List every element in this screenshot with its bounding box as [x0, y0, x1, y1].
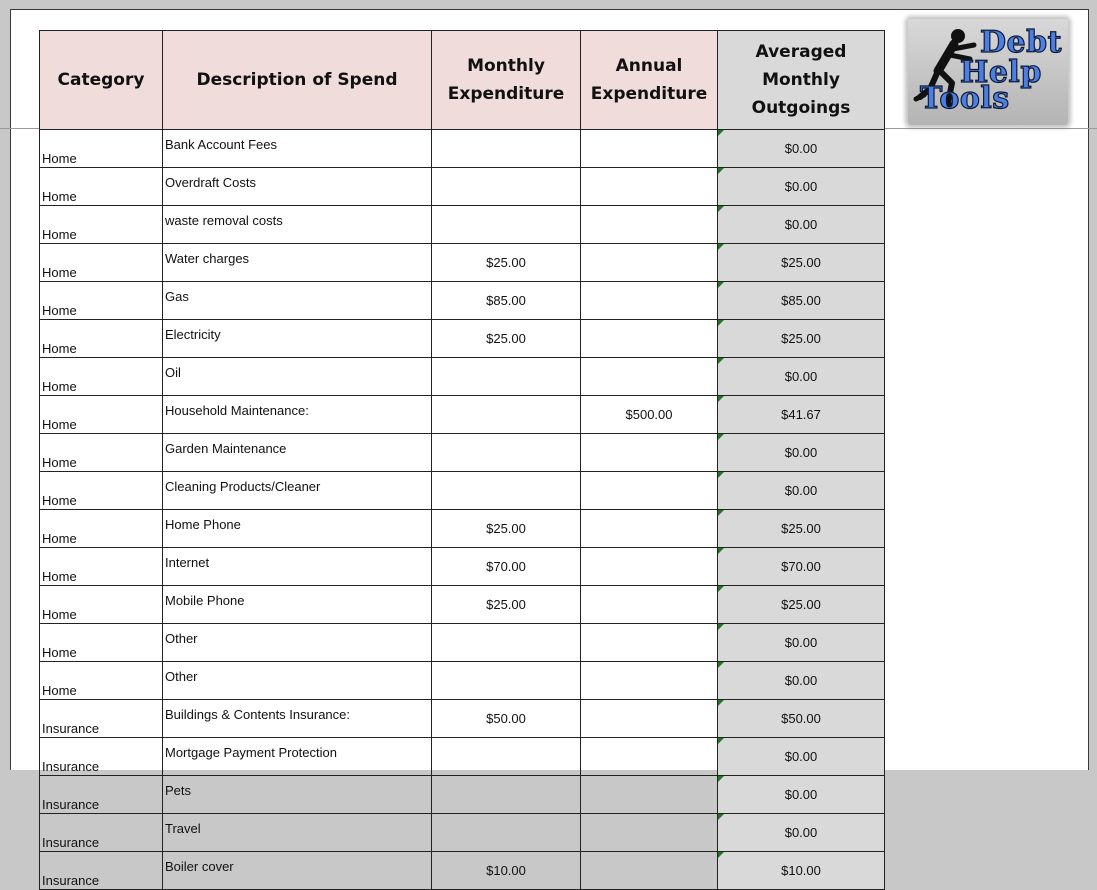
- category-cell[interactable]: Home: [40, 396, 163, 434]
- formula-marker-icon: [718, 282, 724, 288]
- formula-marker-icon: [718, 434, 724, 440]
- description-cell[interactable]: Pets: [163, 776, 432, 814]
- monthly-cell[interactable]: [432, 396, 581, 434]
- monthly-cell[interactable]: $10.00: [432, 852, 581, 890]
- description-cell[interactable]: Water charges: [163, 244, 432, 282]
- category-cell[interactable]: Insurance: [40, 814, 163, 852]
- averaged-value: $85.00: [781, 293, 821, 308]
- table-row: [40, 168, 885, 206]
- header-averaged[interactable]: Averaged Monthly Outgoings: [718, 31, 885, 130]
- table-row: [40, 472, 885, 510]
- formula-marker-icon: [718, 852, 724, 858]
- category-cell[interactable]: Insurance: [40, 852, 163, 890]
- averaged-cell[interactable]: [718, 472, 885, 510]
- averaged-cell[interactable]: [718, 282, 885, 320]
- category-cell[interactable]: Home: [40, 244, 163, 282]
- averaged-value: $70.00: [781, 559, 821, 574]
- monthly-cell[interactable]: [432, 662, 581, 700]
- formula-marker-icon: [718, 472, 724, 478]
- header-description[interactable]: Description of Spend: [163, 31, 432, 130]
- logo-word-help: Help: [960, 55, 1042, 90]
- formula-marker-icon: [718, 244, 724, 250]
- averaged-cell[interactable]: [718, 206, 885, 244]
- monthly-cell[interactable]: [432, 738, 581, 776]
- monthly-cell[interactable]: $25.00: [432, 510, 581, 548]
- monthly-cell[interactable]: $70.00: [432, 548, 581, 586]
- table-row: [40, 320, 885, 358]
- averaged-cell[interactable]: [718, 510, 885, 548]
- description-cell[interactable]: Household Maintenance:: [163, 396, 432, 434]
- averaged-value: $0.00: [784, 825, 818, 840]
- averaged-value: $0.00: [784, 749, 818, 764]
- description-cell[interactable]: Buildings & Contents Insurance:: [163, 700, 432, 738]
- averaged-cell[interactable]: [718, 814, 885, 852]
- table-row: [40, 586, 885, 624]
- table-row: [40, 358, 885, 396]
- description-cell[interactable]: Other: [163, 624, 432, 662]
- averaged-cell[interactable]: [718, 244, 885, 282]
- category-cell[interactable]: Home: [40, 206, 163, 244]
- averaged-cell[interactable]: [718, 738, 885, 776]
- category-cell[interactable]: Home: [40, 320, 163, 358]
- averaged-cell[interactable]: [718, 396, 885, 434]
- formula-marker-icon: [718, 624, 724, 630]
- averaged-value: $41.67: [781, 407, 821, 422]
- averaged-value: $0.00: [784, 369, 818, 384]
- description-cell[interactable]: Internet: [163, 548, 432, 586]
- annual-cell[interactable]: [581, 776, 718, 814]
- averaged-cell[interactable]: [718, 852, 885, 890]
- monthly-cell[interactable]: [432, 472, 581, 510]
- averaged-value: $0.00: [784, 217, 818, 232]
- monthly-cell[interactable]: [432, 168, 581, 206]
- monthly-cell[interactable]: [432, 776, 581, 814]
- table-row: [40, 510, 885, 548]
- formula-marker-icon: [718, 700, 724, 706]
- annual-cell[interactable]: [581, 434, 718, 472]
- formula-marker-icon: [718, 738, 724, 744]
- monthly-cell[interactable]: $50.00: [432, 700, 581, 738]
- header-annual[interactable]: Annual Expenditure: [581, 31, 718, 130]
- table-row: [40, 738, 885, 776]
- monthly-cell[interactable]: [432, 814, 581, 852]
- header-category[interactable]: Category: [40, 31, 163, 130]
- table-row: [40, 396, 885, 434]
- table-row: [40, 852, 885, 890]
- description-cell[interactable]: Other: [163, 662, 432, 700]
- description-cell[interactable]: Boiler cover: [163, 852, 432, 890]
- averaged-value: $25.00: [781, 255, 821, 270]
- annual-cell[interactable]: [581, 624, 718, 662]
- annual-cell[interactable]: [581, 548, 718, 586]
- logo-word-tools: Tools: [920, 81, 1010, 116]
- averaged-value: $10.00: [781, 863, 821, 878]
- averaged-cell[interactable]: [718, 320, 885, 358]
- table-row: [40, 434, 885, 472]
- annual-cell[interactable]: [581, 130, 718, 168]
- category-cell[interactable]: Insurance: [40, 776, 163, 814]
- formula-marker-icon: [718, 814, 724, 820]
- description-cell[interactable]: Cleaning Products/Cleaner: [163, 472, 432, 510]
- monthly-cell[interactable]: [432, 434, 581, 472]
- category-cell[interactable]: Home: [40, 624, 163, 662]
- averaged-cell[interactable]: [718, 358, 885, 396]
- averaged-value: $0.00: [784, 635, 818, 650]
- averaged-value: $0.00: [784, 787, 818, 802]
- table-row: [40, 662, 885, 700]
- annual-cell[interactable]: [581, 662, 718, 700]
- description-cell[interactable]: Oil: [163, 358, 432, 396]
- averaged-cell[interactable]: [718, 662, 885, 700]
- logo-word-debt: Debt: [980, 25, 1062, 60]
- table-body: [40, 130, 885, 890]
- formula-marker-icon: [718, 358, 724, 364]
- description-cell[interactable]: Electricity: [163, 320, 432, 358]
- averaged-value: $0.00: [784, 673, 818, 688]
- annual-cell[interactable]: [581, 244, 718, 282]
- description-cell[interactable]: Mortgage Payment Protection: [163, 738, 432, 776]
- category-cell[interactable]: Home: [40, 662, 163, 700]
- averaged-value: $25.00: [781, 597, 821, 612]
- category-cell[interactable]: Home: [40, 510, 163, 548]
- annual-cell[interactable]: [581, 472, 718, 510]
- table-row: [40, 282, 885, 320]
- formula-marker-icon: [718, 510, 724, 516]
- table-row: [40, 548, 885, 586]
- table-row: [40, 776, 885, 814]
- monthly-cell[interactable]: $25.00: [432, 320, 581, 358]
- annual-cell[interactable]: [581, 168, 718, 206]
- annual-cell[interactable]: [581, 738, 718, 776]
- formula-marker-icon: [718, 130, 724, 136]
- annual-cell[interactable]: [581, 320, 718, 358]
- annual-cell[interactable]: [581, 700, 718, 738]
- formula-marker-icon: [718, 662, 724, 668]
- averaged-value: $25.00: [781, 521, 821, 536]
- formula-marker-icon: [718, 396, 724, 402]
- averaged-cell[interactable]: [718, 168, 885, 206]
- monthly-cell[interactable]: [432, 130, 581, 168]
- monthly-cell[interactable]: $85.00: [432, 282, 581, 320]
- header-row: [40, 31, 885, 130]
- annual-cell[interactable]: [581, 206, 718, 244]
- averaged-value: $0.00: [784, 483, 818, 498]
- monthly-cell[interactable]: [432, 206, 581, 244]
- averaged-cell[interactable]: [718, 548, 885, 586]
- category-cell[interactable]: Home: [40, 472, 163, 510]
- description-cell[interactable]: Overdraft Costs: [163, 168, 432, 206]
- averaged-cell[interactable]: [718, 776, 885, 814]
- table-row: [40, 700, 885, 738]
- formula-marker-icon: [718, 586, 724, 592]
- formula-marker-icon: [718, 206, 724, 212]
- averaged-value: $25.00: [781, 331, 821, 346]
- annual-cell[interactable]: $500.00: [581, 396, 718, 434]
- table-row: [40, 814, 885, 852]
- description-cell[interactable]: Mobile Phone: [163, 586, 432, 624]
- monthly-cell[interactable]: $25.00: [432, 586, 581, 624]
- category-cell[interactable]: Home: [40, 434, 163, 472]
- description-cell[interactable]: Garden Maintenance: [163, 434, 432, 472]
- category-cell[interactable]: Home: [40, 548, 163, 586]
- monthly-cell[interactable]: [432, 624, 581, 662]
- formula-marker-icon: [718, 168, 724, 174]
- category-cell[interactable]: Home: [40, 168, 163, 206]
- averaged-value: $0.00: [784, 445, 818, 460]
- formula-marker-icon: [718, 776, 724, 782]
- debt-help-tools-logo[interactable]: [908, 19, 1068, 125]
- averaged-cell[interactable]: [718, 586, 885, 624]
- category-cell[interactable]: Home: [40, 586, 163, 624]
- averaged-value: $0.00: [784, 179, 818, 194]
- annual-cell[interactable]: [581, 510, 718, 548]
- description-cell[interactable]: Home Phone: [163, 510, 432, 548]
- monthly-cell[interactable]: [432, 358, 581, 396]
- table-row: [40, 244, 885, 282]
- table-row: [40, 624, 885, 662]
- description-cell[interactable]: Travel: [163, 814, 432, 852]
- averaged-cell[interactable]: [718, 130, 885, 168]
- monthly-cell[interactable]: $25.00: [432, 244, 581, 282]
- averaged-value: $0.00: [784, 141, 818, 156]
- annual-cell[interactable]: [581, 586, 718, 624]
- category-cell[interactable]: Home: [40, 130, 163, 168]
- table-row: [40, 130, 885, 168]
- formula-marker-icon: [718, 548, 724, 554]
- category-cell[interactable]: Home: [40, 282, 163, 320]
- annual-cell[interactable]: [581, 852, 718, 890]
- annual-cell[interactable]: [581, 282, 718, 320]
- expenditure-table: [39, 30, 885, 890]
- averaged-value: $50.00: [781, 711, 821, 726]
- description-cell[interactable]: waste removal costs: [163, 206, 432, 244]
- category-cell[interactable]: Insurance: [40, 738, 163, 776]
- formula-marker-icon: [718, 320, 724, 326]
- category-cell[interactable]: Home: [40, 358, 163, 396]
- averaged-cell[interactable]: [718, 624, 885, 662]
- annual-cell[interactable]: [581, 814, 718, 852]
- averaged-cell[interactable]: [718, 434, 885, 472]
- category-cell[interactable]: Insurance: [40, 700, 163, 738]
- table-row: [40, 206, 885, 244]
- annual-cell[interactable]: [581, 358, 718, 396]
- header-monthly[interactable]: Monthly Expenditure: [432, 31, 581, 130]
- description-cell[interactable]: Gas: [163, 282, 432, 320]
- description-cell[interactable]: Bank Account Fees: [163, 130, 432, 168]
- averaged-cell[interactable]: [718, 700, 885, 738]
